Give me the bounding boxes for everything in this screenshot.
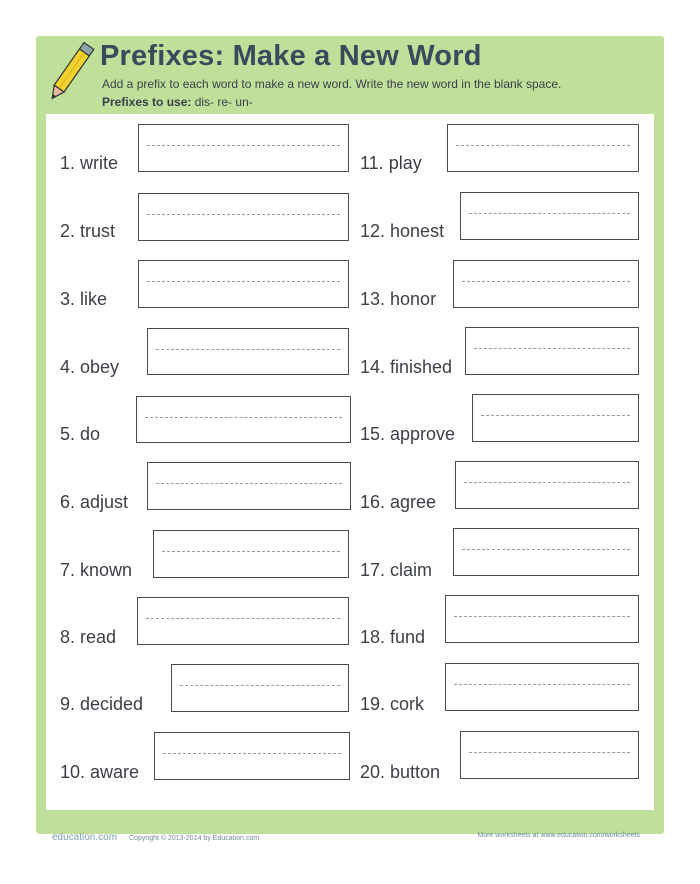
worksheet-title: Prefixes: Make a New Word [100, 40, 482, 72]
word-item: 17. claim [360, 560, 433, 580]
answer-box[interactable] [138, 260, 349, 308]
word-item: 9. decided [60, 694, 144, 714]
answer-box[interactable] [453, 260, 639, 308]
word-item: 19. cork [360, 694, 425, 714]
pencil-icon [42, 38, 98, 108]
copyright-text: Copyright © 2013-2014 by Education.com [129, 835, 260, 842]
prefixes-value: dis- re- un- [194, 95, 253, 109]
answer-box[interactable] [465, 327, 639, 375]
word-item: 15. approve [360, 424, 456, 444]
answer-box[interactable] [447, 124, 639, 172]
instructions-text: Add a prefix to each word to make a new word. Write the new word in the blank space. [102, 77, 562, 91]
word-item: 14. finished [360, 357, 453, 377]
word-item: 5. do [60, 424, 101, 444]
answer-box[interactable] [136, 396, 351, 443]
answer-box[interactable] [455, 461, 639, 509]
answer-box[interactable] [171, 664, 349, 712]
brand-logo: education.com [52, 832, 118, 843]
answer-box[interactable] [453, 528, 639, 576]
answer-box[interactable] [147, 328, 349, 375]
answer-box[interactable] [472, 394, 639, 442]
answer-box[interactable] [137, 597, 349, 645]
answer-box[interactable] [147, 462, 351, 510]
prefixes-line [102, 95, 253, 109]
word-item: 2. trust [60, 221, 116, 241]
word-item: 12. honest [360, 221, 445, 241]
answer-box[interactable] [445, 663, 639, 711]
word-item: 1. write [60, 153, 119, 173]
answer-box[interactable] [153, 530, 349, 578]
word-item: 3. like [60, 289, 108, 309]
word-item: 20. button [360, 762, 441, 782]
prefixes-label: Prefixes to use: [102, 95, 192, 109]
answer-box[interactable] [460, 192, 639, 240]
word-item: 7. known [60, 560, 133, 580]
answer-box[interactable] [138, 193, 349, 241]
word-item: 11. play [360, 153, 422, 173]
answer-box[interactable] [138, 124, 349, 172]
more-worksheets-link[interactable]: More worksheets at www.education.com/worksheets [477, 832, 640, 839]
word-item: 16. agree [360, 492, 437, 512]
word-item: 13. honor [360, 289, 437, 309]
word-item: 18. fund [360, 627, 426, 647]
answer-box[interactable] [445, 595, 639, 643]
footer-left [52, 832, 259, 843]
word-item: 8. read [60, 627, 117, 647]
answer-box[interactable] [460, 731, 639, 779]
word-item: 6. adjust [60, 492, 129, 512]
word-item: 4. obey [60, 357, 120, 377]
word-item: 10. aware [60, 762, 140, 782]
answer-box[interactable] [154, 732, 350, 780]
